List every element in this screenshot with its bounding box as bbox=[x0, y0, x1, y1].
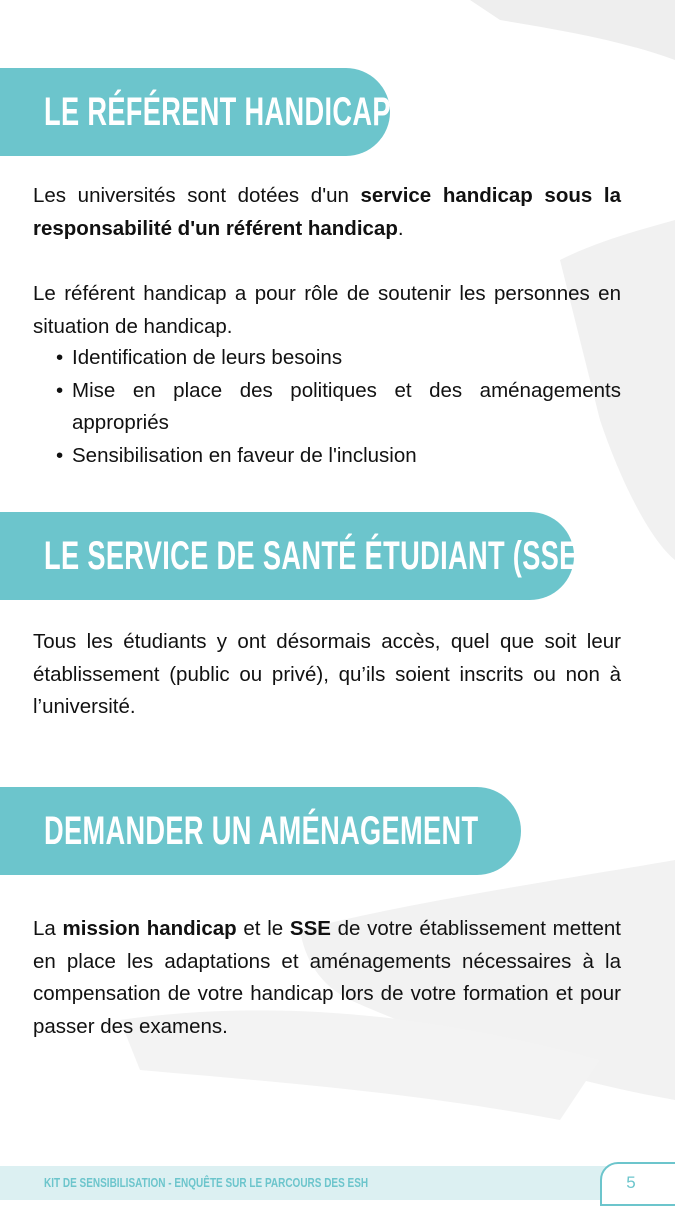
list-item-text: Mise en place des politiques et des aménagements appropriés bbox=[72, 378, 621, 434]
bullet-icon: • bbox=[56, 378, 64, 402]
bold-text-run: SSE bbox=[289, 917, 331, 940]
bullet-icon: • bbox=[56, 443, 64, 467]
bold-text-run: mission handicap bbox=[62, 917, 237, 940]
section-title: DEMANDER UN AMÉNAGEMENT bbox=[44, 809, 479, 853]
list-item-text: Identification de leurs besoins bbox=[72, 346, 343, 369]
paragraph-sse: Tous les étudiants y ont désormais accès, quel que soit leur établissement (public ou privé), qu’ils soient inscrits ou non à l’université. bbox=[33, 630, 621, 718]
section-title: LE SERVICE DE SANTÉ ÉTUDIANT (SSE) bbox=[44, 534, 588, 578]
page-number: 5 bbox=[626, 1173, 636, 1192]
text-run: . bbox=[397, 216, 404, 240]
section-banner-amenagement bbox=[0, 787, 521, 875]
paragraph-referent-intro bbox=[33, 180, 621, 245]
footer-text: KIT DE SENSIBILISATION - ENQUÊTE SUR LE PARCOURS DES ESH bbox=[44, 1176, 369, 1190]
list-item bbox=[33, 440, 621, 473]
text-run: La bbox=[33, 917, 63, 940]
bold-text-run: service handicap sous la responsabilité d'un référent handicap bbox=[33, 184, 621, 240]
text-run: et le bbox=[236, 917, 290, 940]
paragraph-referent-role: Le référent handicap a pour rôle de soutenir les personnes en situation de handicap. bbox=[33, 282, 621, 338]
list-item bbox=[33, 342, 621, 375]
text-run: Les universités sont dotées d'un bbox=[33, 184, 361, 207]
list-item bbox=[33, 375, 621, 440]
section-banner-sse bbox=[0, 512, 588, 600]
bullet-list bbox=[33, 342, 621, 472]
section-title: LE RÉFÉRENT HANDICAP bbox=[44, 90, 391, 134]
section-banner-referent bbox=[0, 68, 390, 156]
paragraph-amenagement bbox=[33, 913, 621, 1043]
list-item-text: Sensibilisation en faveur de l'inclusion bbox=[72, 443, 417, 467]
text-run: de votre établissement mettent en place les adaptations et aménagements nécessaires à la compensation de votre handicap lors de votre formation et pour passer des examens. bbox=[33, 917, 622, 1038]
bullet-icon: • bbox=[56, 346, 64, 369]
